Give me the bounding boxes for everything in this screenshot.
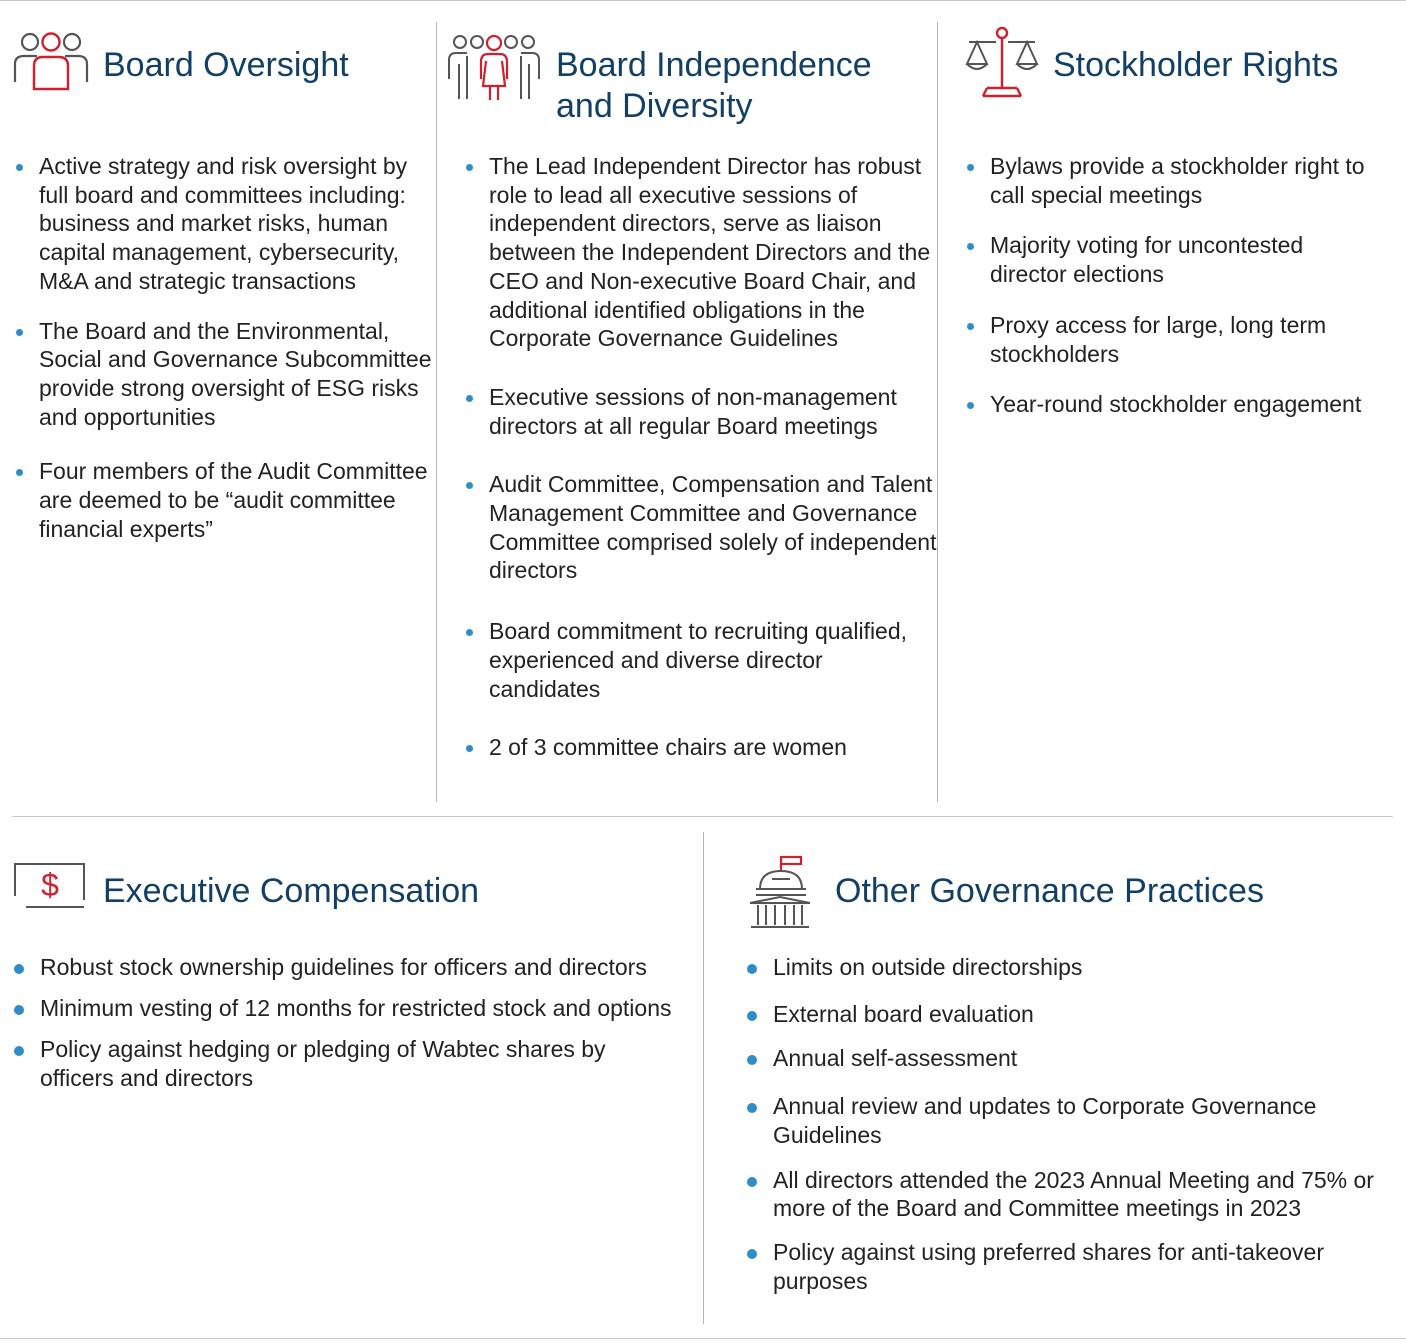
list-item: Active strategy and risk oversight by full board and committees including: business and market risks, human capital management, cybersecurity, M&A and strategic transactions: [13, 152, 437, 296]
section-title: Board Oversight: [103, 46, 349, 84]
list-item: Audit Committee, Compensation and Talent Management Committee and Governance Committee comprised solely of independent directors: [463, 470, 937, 585]
list-item: Minimum vesting of 12 months for restricted stock and options: [14, 994, 694, 1023]
column-divider-3: [703, 832, 704, 1324]
list-item: 2 of 3 committee chairs are women: [463, 733, 937, 762]
bullet-list: [13, 152, 437, 543]
list-item: The Lead Independent Director has robust role to lead all executive sessions of independent directors, serve as liaison between the Independent Directors and the CEO and Non-executive Board Chair, and additional identified obligations in the Corporate Governance Guidelines: [463, 152, 937, 353]
people-group-icon: [12, 30, 90, 92]
list-item: External board evaluation: [747, 1000, 1392, 1029]
svg-text:$: $: [41, 867, 59, 903]
list-item: Year-round stockholder engagement: [964, 390, 1384, 419]
top-border: [0, 0, 1406, 1]
section-title: Stockholder Rights: [1053, 46, 1339, 84]
list-item: Policy against using preferred shares for anti-takeover purposes: [747, 1238, 1373, 1295]
section-title-line-2: and Diversity: [556, 87, 753, 125]
list-item: All directors attended the 2023 Annual Meeting and 75% or more of the Board and Committee meetings in 2023: [747, 1166, 1392, 1223]
list-item: Executive sessions of non-management directors at all regular Board meetings: [463, 383, 937, 440]
section-title-line-1: Board Independence: [556, 46, 872, 84]
dollar-screen-icon: [12, 860, 88, 912]
bullet-list: [14, 953, 694, 1093]
list-item: Four members of the Audit Committee are deemed to be “audit committee financial experts”: [13, 457, 437, 543]
bullet-list: [747, 953, 1392, 1295]
list-item: Bylaws provide a stockholder right to call special meetings: [964, 152, 1384, 209]
bullet-list: [964, 152, 1384, 419]
scales-icon: [965, 26, 1039, 98]
list-item: Board commitment to recruiting qualified, experienced and diverse director candidates: [463, 617, 937, 703]
list-item: Annual self-assessment: [747, 1044, 1392, 1073]
bullet-list: [463, 152, 937, 762]
capitol-building-icon: [748, 855, 812, 931]
list-item: Robust stock ownership guidelines for officers and directors: [14, 953, 694, 982]
row-divider: [12, 816, 1393, 817]
bottom-border: [0, 1338, 1406, 1339]
list-item: Majority voting for uncontested director elections: [964, 231, 1384, 288]
section-title: Executive Compensation: [103, 872, 480, 910]
list-item: Limits on outside directorships: [747, 953, 1392, 982]
list-item: The Board and the Environmental, Social and Governance Subcommittee provide strong oversight of ESG risks and opportunities: [13, 317, 437, 432]
diverse-people-icon: [446, 34, 542, 102]
column-divider-2: [937, 22, 938, 802]
list-item: Proxy access for large, long term stockholders: [964, 311, 1384, 368]
list-item: Annual review and updates to Corporate Governance Guidelines: [747, 1092, 1392, 1149]
list-item: Policy against hedging or pledging of Wabtec shares by officers and directors: [14, 1035, 610, 1092]
section-title: Other Governance Practices: [835, 872, 1264, 910]
